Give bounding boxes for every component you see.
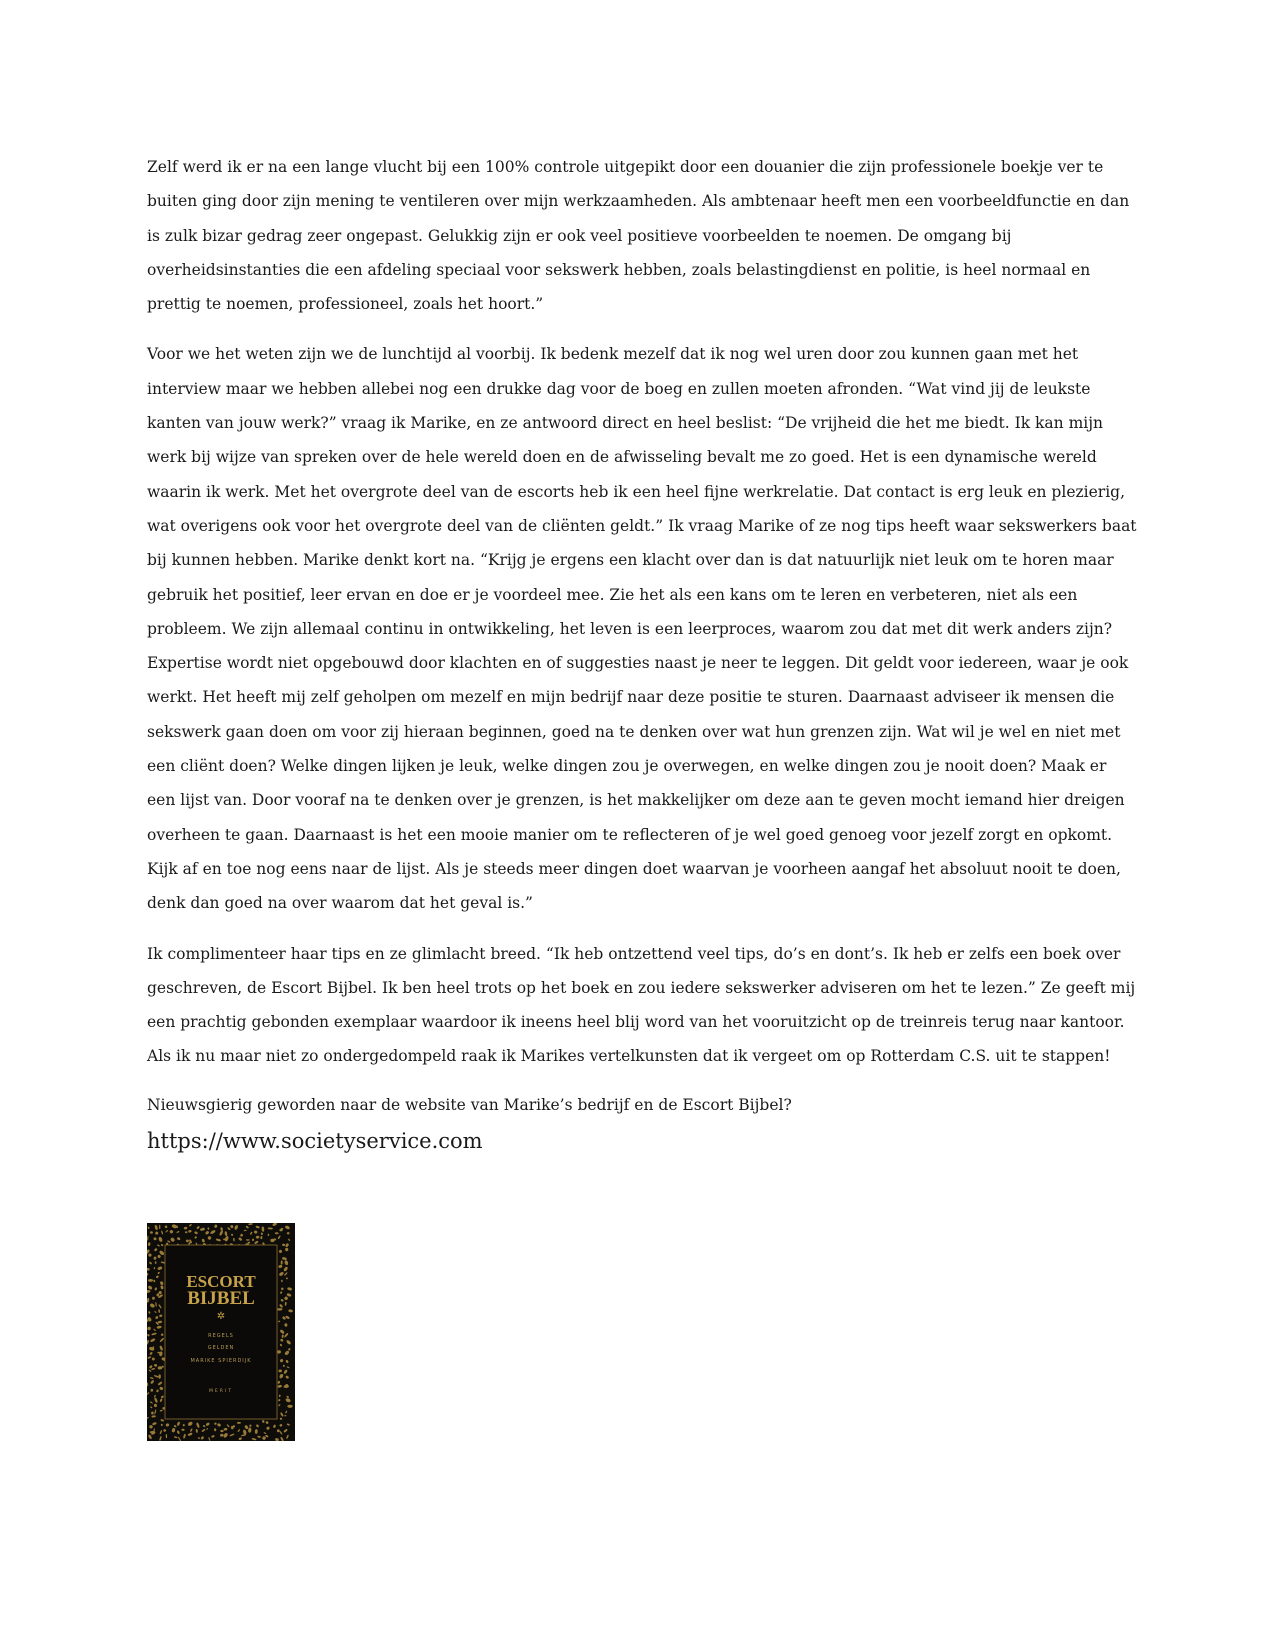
star-ornament-icon: ✲	[216, 1311, 226, 1322]
book-title-line1: ESCORT	[186, 1272, 256, 1291]
book-cover-image	[147, 1223, 295, 1441]
book-author: MARIKE SPIERDIJK	[190, 1358, 252, 1364]
paragraph-escort-bijbel: Ik complimenteer haar tips en ze glimlacht breed. “Ik heb ontzettend veel tips, do’s en dont’s. Ik heb er zelfs een boek over geschreven, de Escort Bijbel. Ik ben heel trots op het boek en zou iedere sekswerker adviseren om het te lezen.” Ze geeft mij een prachtig gebonden exemplaar waardoor ik ineens heel blij word van het vooruitzicht op de treinreis terug naar kantoor. Als ik nu maar niet zo ondergedompeld raak ik Marikes vertelkunsten dat ik vergeet om op Rotterdam C.S. uit te stappen!	[147, 944, 1136, 1066]
book-subtitle-line1: REGELS	[208, 1333, 234, 1339]
website-link[interactable]: https://www.societyservice.com	[147, 1128, 483, 1153]
book-publisher: MERIT	[209, 1389, 233, 1394]
website-question: Nieuwsgierig geworden naar de website van Marike’s bedrijf en de Escort Bijbel?	[147, 1095, 792, 1114]
book-title-line2: BIJBEL	[187, 1288, 255, 1309]
paragraph-customs: Zelf werd ik er na een lange vlucht bij een 100% controle uitgepikt door een douanier die zijn professionele boekje ver te buiten ging door zijn mening te ventileren over mijn werkzaamheden. Als ambtenaar heeft men een voorbeeldfunctie en dan is zulk bizar gedrag zeer ongepast. Gelukkig zijn er ook veel positieve voorbeelden te noemen. De omgang bij overheidsinstanties die een afdeling speciaal voor sekswerk hebben, zoals belastingdienst en politie, is heel normaal en prettig te noemen, professioneel, zoals het hoort.”	[147, 158, 1130, 314]
book-subtitle-line2: GELDEN	[207, 1345, 235, 1351]
article-body	[147, 150, 1137, 1158]
paragraph-interview-tips: Voor we het weten zijn we de lunchtijd al voorbij. Ik bedenk mezelf dat ik nog wel uren door zou kunnen gaan met het interview maar we hebben allebei nog een drukke dag voor de boeg en zullen moeten afronden. “Wat vind jij de leukste kanten van jouw werk?” vraag ik Marike, en ze antwoord direct en heel beslist: “De vrijheid die het me biedt. Ik kan mijn werk bij wijze van spreken over de hele wereld doen en de afwisseling bevalt me zo goed. Het is een dynamische wereld waarin ik werk. Met het overgrote deel van de escorts heb ik een heel fijne werkrelatie. Dat contact is erg leuk en plezierig, wat overigens ook voor het overgrote deel van de cliënten geldt.” Ik vraag Marike of ze nog tips heeft waar sekswerkers baat bij kunnen hebben. Marike denkt kort na. “Krijg je ergens een klacht over dan is dat natuurlijk niet leuk om te horen maar gebruik het positief, leer ervan en doe er je voordeel mee. Zie het als een kans om te leren en verbeteren, niet als een probleem. We zijn allemaal continu in ontwikkeling, het leven is een leerproces, waarom zou dat met dit werk anders zijn? Expertise wordt niet opgebouwd door klachten en of suggesties naast je neer te leggen. Dit geldt voor iedereen, waar je ook werkt. Het heeft mij zelf geholpen om mezelf en mijn bedrijf naar deze positie te sturen. Daarnaast adviseer ik mensen die sekswerk gaan doen om voor zij hieraan beginnen, goed na te denken over wat hun grenzen zijn. Wat wil je wel en niet met een cliënt doen? Welke dingen lijken je leuk, welke dingen zou je overwegen, en welke dingen zou je nooit doen? Maak er een lijst van. Door vooraf na te denken over je grenzen, is het makkelijker om deze aan te geven mocht iemand hier dreigen overheen te gaan. Daarnaast is het een mooie manier om te reflecteren of je wel goed genoeg voor jezelf zorgt en opkomt. Kijk af en toe nog eens naar de lijst. Als je steeds meer dingen doet waarvan je voorheen aangaf het absoluut nooit te doen, denk dan goed na over waarom dat het geval is.”	[147, 345, 1137, 913]
book-cover-ornament-border	[147, 1223, 295, 1441]
